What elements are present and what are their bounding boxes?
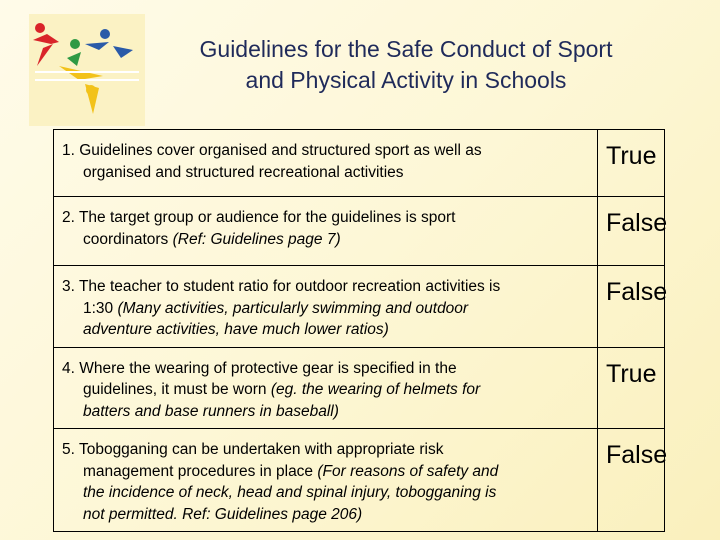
statement-cell xyxy=(54,266,598,348)
statement-line: 1. Guidelines cover organised and structured sport as well as xyxy=(62,142,482,159)
sport-figures-logo-icon xyxy=(29,14,145,126)
statement-text: 1:30 xyxy=(83,299,118,317)
statement-note: (Ref: Guidelines page 7) xyxy=(172,230,341,248)
table-row xyxy=(54,347,665,429)
answer-cell: False xyxy=(598,266,665,348)
answer-cell: True xyxy=(598,130,665,197)
statement-note: not permitted. Ref: Guidelines page 206) xyxy=(83,505,363,523)
statement-cell xyxy=(54,347,598,429)
statement-note: batters and base runners in baseball) xyxy=(83,402,339,420)
true-false-table xyxy=(53,129,668,532)
table-row xyxy=(54,197,665,266)
statement-line xyxy=(62,229,589,251)
statement-line xyxy=(62,162,589,184)
statement-line xyxy=(62,379,589,401)
title-line-1: Guidelines for the Safe Conduct of Sport xyxy=(199,36,613,62)
statement-note: adventure activities, have much lower ratios) xyxy=(83,321,389,338)
statement-text: coordinators xyxy=(83,230,173,248)
statement-line xyxy=(62,461,589,483)
page-title xyxy=(150,34,662,96)
statement-line: 4. Where the wearing of protective gear is specified in the xyxy=(62,359,457,377)
statement-line xyxy=(62,298,589,320)
answer-cell: False xyxy=(598,197,665,266)
table-row xyxy=(54,429,665,532)
statement-text: management procedures in place xyxy=(83,462,318,480)
statement-note: (eg. the wearing of helmets for xyxy=(270,381,481,398)
answer-cell: False xyxy=(598,429,665,532)
answer-cell: True xyxy=(598,347,665,429)
statement-line: 2. The target group or audience for the guidelines is sport xyxy=(62,209,456,226)
table-row xyxy=(54,266,665,348)
statement-note: the incidence of neck, head and spinal injury, tobogganing is xyxy=(83,484,497,501)
table-row xyxy=(54,130,665,197)
statement-line: 3. The teacher to student ratio for outdoor recreation activities is xyxy=(62,278,501,295)
statement-text: organised and structured recreational activities xyxy=(83,163,404,181)
statement-line: 5. Tobogganing can be undertaken with appropriate risk xyxy=(62,441,444,458)
statement-note: (Many activities, particularly swimming and outdoor xyxy=(117,299,469,317)
statement-note: (For reasons of safety and xyxy=(317,462,499,480)
statement-cell xyxy=(54,130,598,197)
statement-text: guidelines, it must be worn xyxy=(83,381,271,398)
statement-cell xyxy=(54,197,598,266)
title-line-2: and Physical Activity in Schools xyxy=(245,67,567,93)
statement-cell xyxy=(54,429,598,532)
